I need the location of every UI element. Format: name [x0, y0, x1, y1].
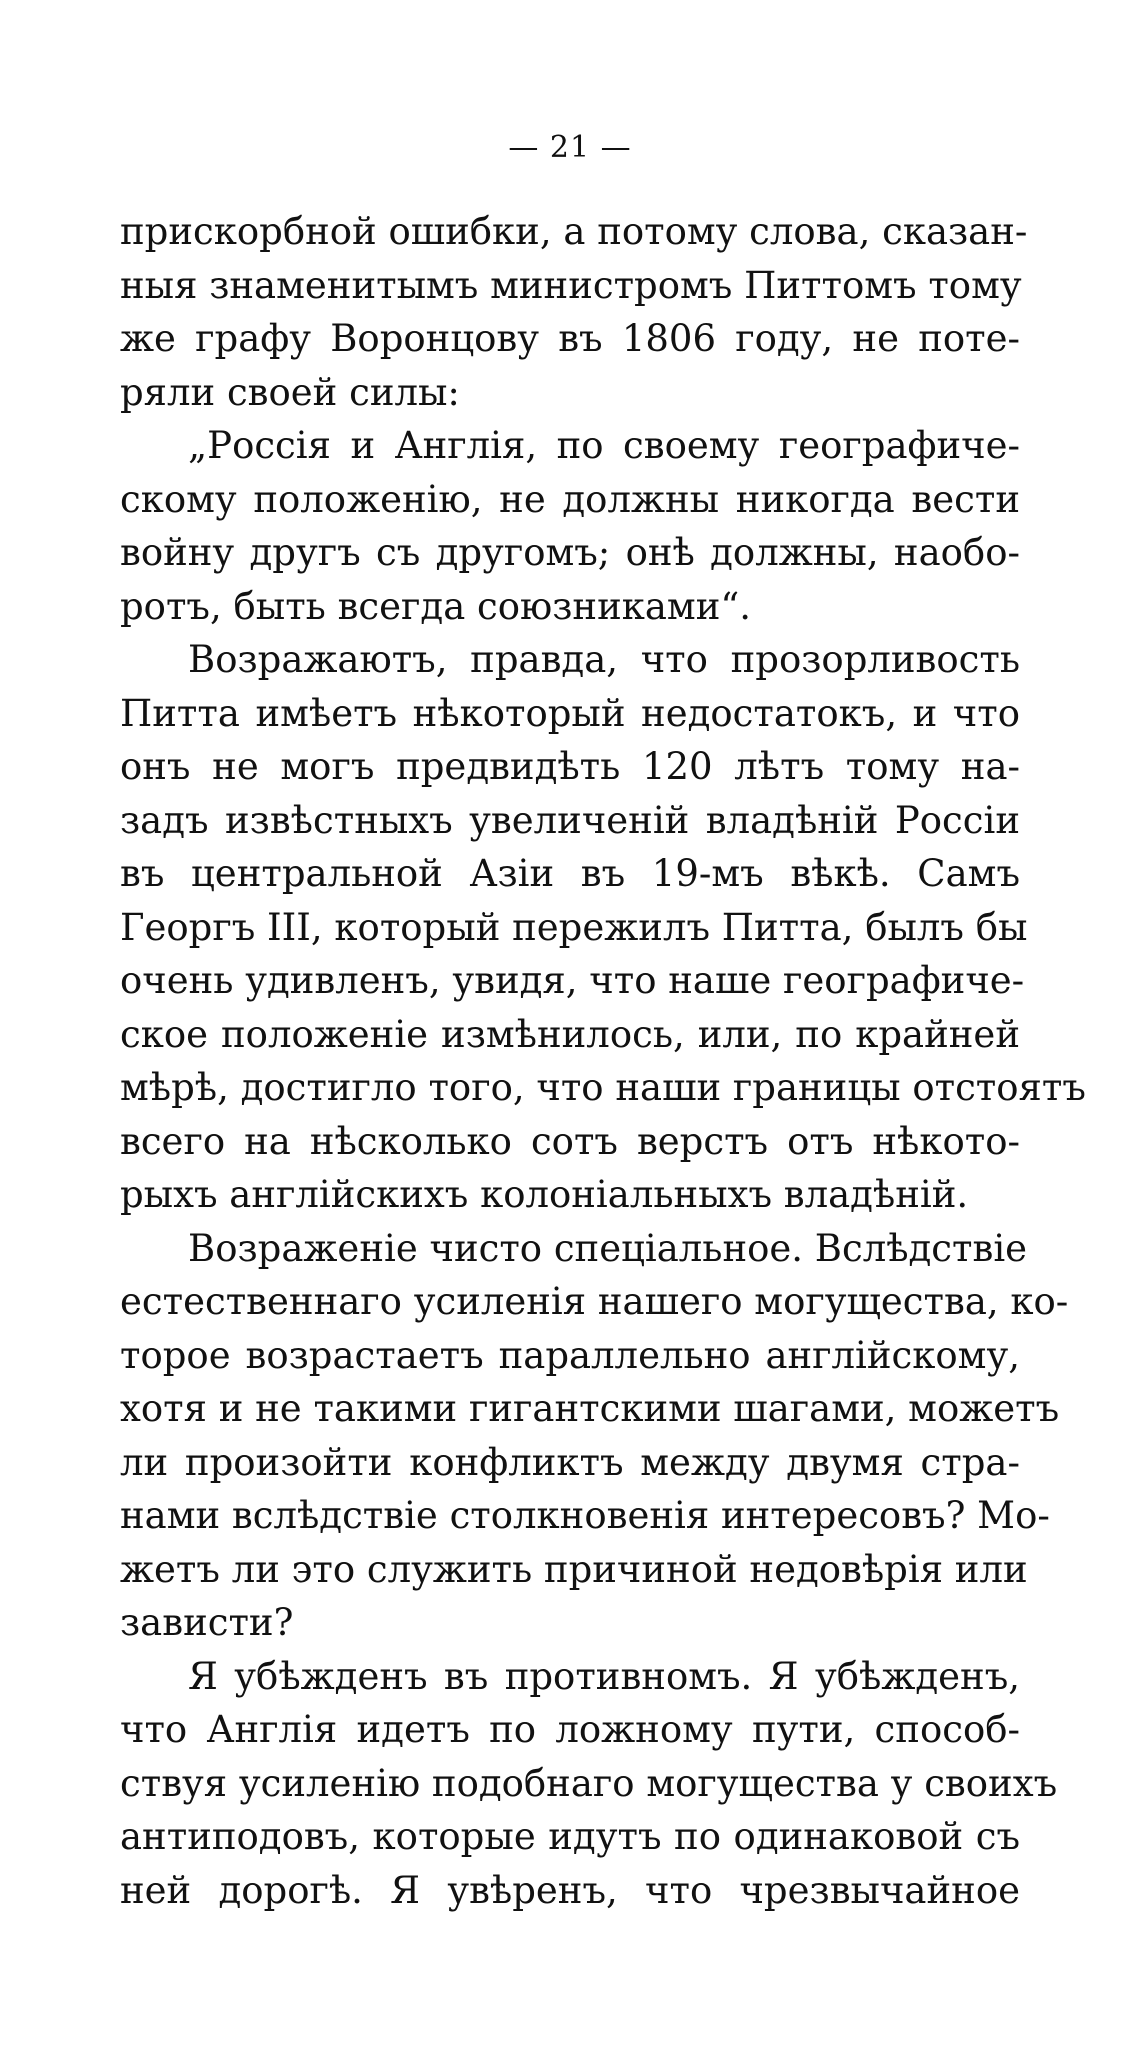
text-line: ствуя усиленію подобнаго могущества у своихъ	[120, 1761, 1058, 1805]
text-line: задъ извѣстныхъ увеличеній владѣній Россіи	[120, 798, 1020, 842]
text-line: очень удивленъ, увидя, что наше географиче-	[120, 959, 1025, 1002]
text-line: ли произойти конфликтъ между двумя стра-	[120, 1440, 1020, 1484]
text-line: мѣрѣ, достигло того, что наши границы отстоятъ	[120, 1066, 1086, 1109]
text-line: „Россія и Англія, по своему географиче-	[188, 424, 1020, 467]
page-number: — 21 —	[508, 130, 632, 165]
text-line: ское положеніе измѣнилось, или, по крайней	[120, 1012, 1020, 1056]
text-line: хотя и не такими гигантскими шагами, можетъ	[120, 1387, 1060, 1430]
text-line: рыхъ англійскихъ колоніальныхъ владѣній.	[120, 1173, 969, 1216]
text-line: антиподовъ, которые идутъ по одинаковой съ	[120, 1815, 1020, 1858]
text-line: ныя знаменитымъ министромъ Питтомъ тому	[120, 263, 1022, 307]
text-line: Я убѣжденъ въ противномъ. Я убѣжденъ,	[188, 1654, 1020, 1698]
text-line: всего на нѣсколько сотъ верстъ отъ нѣкото-	[120, 1119, 1020, 1163]
text-line: онъ не могъ предвидѣть 120 лѣтъ тому на-	[120, 745, 1020, 788]
text-line: скому положенію, не должны никогда вести	[120, 477, 1020, 521]
text-line: Возраженіе чисто спеціальное. Вслѣдствіе	[188, 1226, 1028, 1270]
text-line: что Англія идетъ по ложному пути, способ-	[120, 1708, 1020, 1751]
text-line: войну другъ съ другомъ; онѣ должны, наобо-	[120, 531, 1020, 574]
text-line: Георгъ III, который пережилъ Питта, былъ бы	[120, 905, 1028, 949]
text-line: прискорбной ошибки, а потому слова, сказан-	[120, 210, 1028, 253]
text-line: въ центральной Азіи въ 19-мъ вѣкѣ. Самъ	[120, 852, 1020, 895]
text-line: торое возрастаетъ параллельно англійскому,	[120, 1333, 1020, 1377]
body-text	[120, 205, 1086, 1917]
text-line: Питта имѣетъ нѣкоторый недостатокъ, и что	[120, 691, 1020, 735]
text-line: Возражаютъ, правда, что прозорливость	[188, 638, 1020, 681]
text-line: же графу Воронцову въ 1806 году, не поте-	[120, 317, 1020, 360]
text-line: зависти?	[120, 1601, 294, 1644]
text-line: ней дорогѣ. Я увѣренъ, что чрезвычайное	[120, 1868, 1020, 1912]
text-line: жетъ ли это служить причиной недовѣрія или	[120, 1547, 1028, 1591]
text-line: нами вслѣдствіе столкновенія интересовъ? Мо-	[120, 1494, 1050, 1537]
text-line: естественнаго усиленія нашего могущества, ко-	[120, 1280, 1069, 1323]
text-line: ряли своей силы:	[120, 370, 460, 414]
text-line: ротъ, быть всегда союзниками“.	[120, 584, 752, 628]
